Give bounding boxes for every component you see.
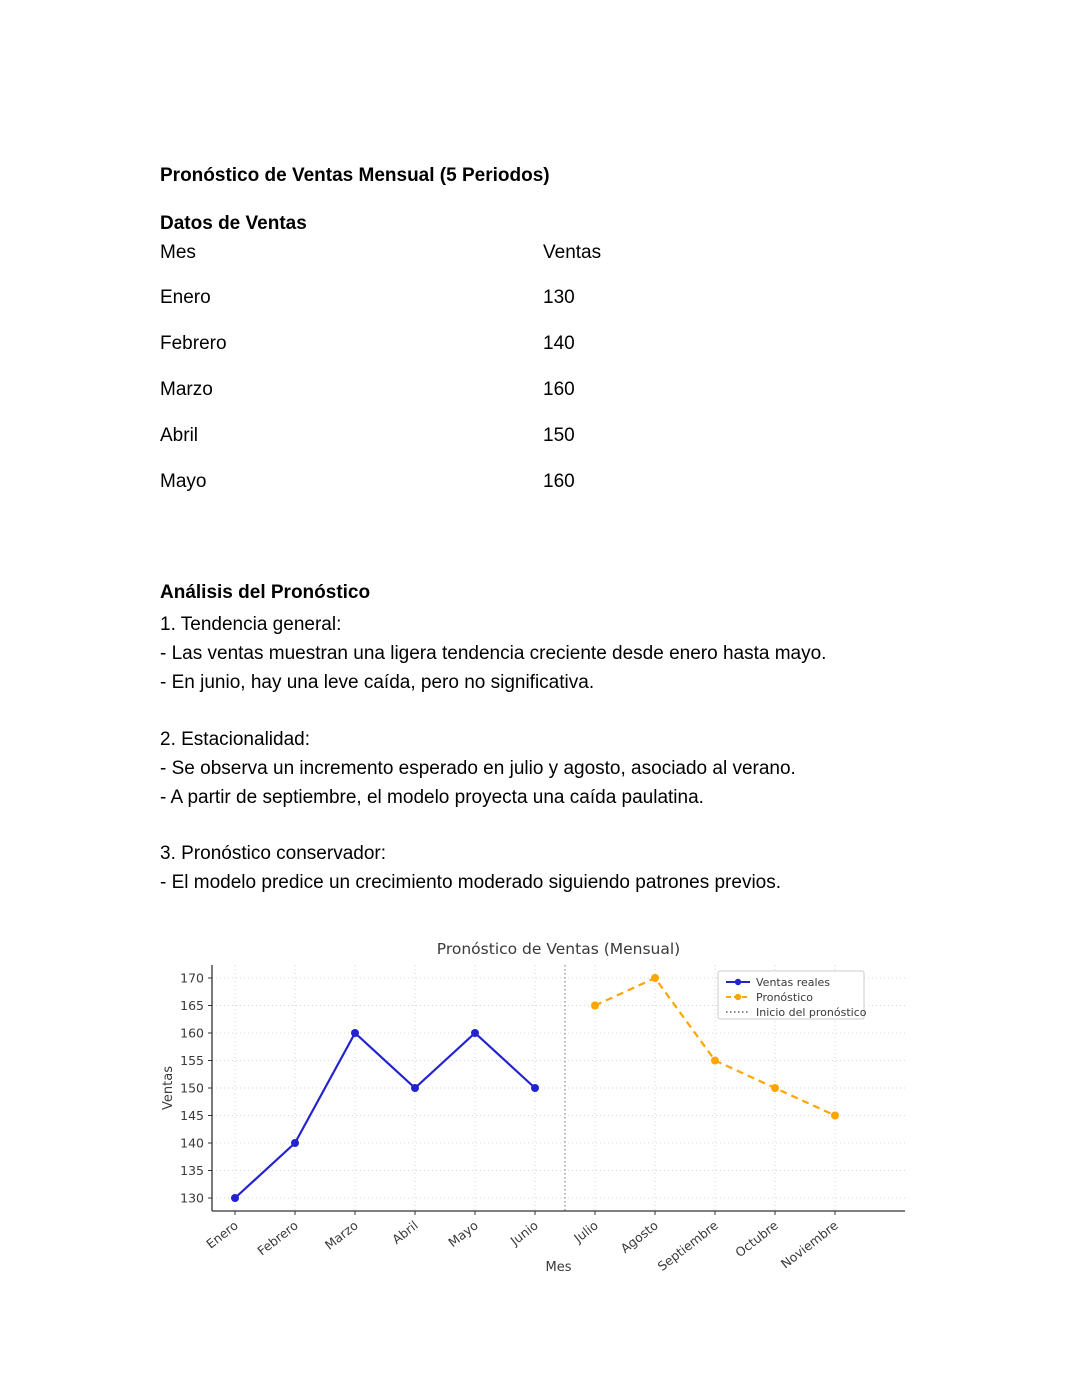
x-tick-label: Noviembre	[777, 1217, 841, 1272]
analysis-line: - En junio, hay una leve caída, pero no significativa.	[160, 672, 595, 693]
data-point	[411, 1084, 419, 1092]
analysis-line: - El modelo predice un crecimiento moderado siguiendo patrones previos.	[160, 872, 782, 893]
data-point	[831, 1112, 839, 1120]
x-tick-label: Marzo	[321, 1217, 361, 1253]
data-point	[771, 1084, 779, 1092]
analysis-paragraph	[160, 610, 1020, 697]
table-cell-sales: 140	[543, 333, 575, 354]
chart-canvas	[160, 936, 920, 1304]
chart-legend	[718, 971, 867, 1019]
analysis-paragraph	[160, 725, 1020, 812]
legend-entry-label: Pronóstico	[756, 990, 814, 1004]
data-point	[711, 1057, 719, 1065]
table-cell-sales: 160	[543, 471, 575, 492]
data-point	[471, 1029, 479, 1037]
x-tick-label: Junio	[507, 1217, 541, 1249]
x-tick-label: Septiembre	[654, 1217, 721, 1274]
table-row	[160, 471, 780, 495]
table-cell-sales: 130	[543, 287, 575, 308]
x-tick-label: Febrero	[254, 1217, 301, 1259]
legend-entry-label: Inicio del pronóstico	[756, 1005, 867, 1019]
y-tick-label: 155	[180, 1053, 204, 1068]
y-tick-label: 150	[180, 1080, 204, 1096]
analysis-line: 2. Estacionalidad:	[160, 729, 310, 750]
table-cell-sales: 160	[543, 379, 575, 400]
x-tick-label: Enero	[203, 1217, 241, 1252]
legend-entry-label: Ventas reales	[756, 975, 831, 989]
data-point	[531, 1084, 539, 1092]
column-header-month: Mes	[160, 242, 196, 263]
analysis-line: - Las ventas muestran una ligera tendencia creciente desde enero hasta mayo.	[160, 643, 827, 664]
sales-data-heading: Datos de Ventas	[160, 213, 307, 234]
x-tick-label: Julio	[570, 1217, 601, 1246]
y-tick-label: 145	[180, 1108, 204, 1123]
data-point	[351, 1029, 359, 1037]
analysis-heading: Análisis del Pronóstico	[160, 582, 371, 603]
table-row	[160, 333, 780, 357]
y-tick-label: 165	[180, 998, 204, 1013]
data-point	[651, 974, 659, 982]
table-cell-month: Enero	[160, 287, 211, 308]
y-tick-label: 140	[180, 1135, 204, 1151]
y-tick-label: 170	[180, 970, 204, 986]
x-tick-label: Mayo	[445, 1217, 481, 1250]
legend-sample-marker	[735, 994, 741, 1000]
x-tick-label: Agosto	[617, 1217, 661, 1256]
analysis-paragraph	[160, 839, 1020, 897]
data-point	[231, 1194, 239, 1202]
table-row	[160, 379, 780, 403]
table-row	[160, 287, 780, 311]
data-point	[291, 1139, 299, 1147]
chart-title: Pronóstico de Ventas (Mensual)	[436, 940, 681, 958]
document-title: Pronóstico de Ventas Mensual (5 Periodos)	[160, 165, 550, 186]
table-row	[160, 425, 780, 449]
table-cell-month: Febrero	[160, 333, 227, 354]
legend-sample-marker	[735, 979, 741, 985]
x-tick-label: Octubre	[732, 1217, 781, 1261]
analysis-line: 3. Pronóstico conservador:	[160, 843, 387, 864]
y-tick-label: 130	[180, 1190, 204, 1206]
analysis-line: - A partir de septiembre, el modelo proyecta una caída paulatina.	[160, 787, 704, 808]
y-axis-label: Ventas	[161, 1066, 176, 1110]
analysis-line: 1. Tendencia general:	[160, 614, 342, 635]
table-cell-sales: 150	[543, 425, 575, 446]
x-axis-label: Mes	[545, 1260, 572, 1275]
y-tick-label: 135	[180, 1163, 204, 1178]
table-cell-month: Marzo	[160, 379, 213, 400]
column-header-sales: Ventas	[543, 242, 602, 263]
x-tick-label: Abril	[389, 1217, 421, 1247]
analysis-line: - Se observa un incremento esperado en julio y agosto, asociado al verano.	[160, 758, 796, 779]
y-tick-label: 160	[180, 1025, 204, 1041]
table-cell-month: Mayo	[160, 471, 207, 492]
data-point	[591, 1002, 599, 1010]
sales-forecast-chart	[160, 936, 920, 1304]
table-cell-month: Abril	[160, 425, 199, 446]
